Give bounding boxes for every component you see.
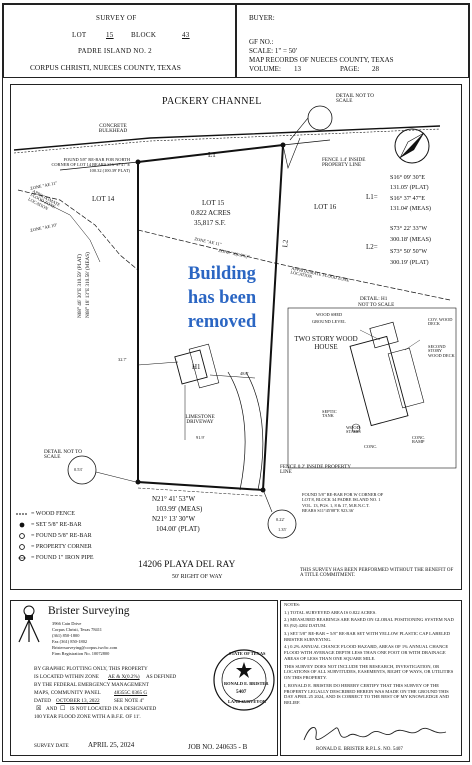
found-rebar-north: FOUND 5/8" RE-BAR FOR NORTH CORNER OF LOT 14 BEARS S16°37'47"E 100.32 (100.39' PLAT) bbox=[51, 157, 130, 173]
page-label: PAGE: bbox=[340, 65, 360, 73]
detail-h1-scale: NOT TO SCALE bbox=[358, 302, 395, 308]
flood-line-3: BY THE FEDERAL EMERGENCY MANAGEMENT bbox=[34, 682, 149, 688]
lot15-acres: 0.822 ACRES bbox=[191, 209, 231, 217]
legend-found-rebar: = FOUND 5/8" RE-BAR bbox=[31, 533, 92, 539]
subdivision-name: PADRE ISLAND NO. 2 bbox=[78, 47, 152, 55]
scale-text: SCALE: 1" = 50' bbox=[249, 47, 297, 55]
found-rebar-south: FOUND 5/8" RE-BAR FOR W CORNER OF LOT 8, BLOCK 34 PADRE ISLAND NO. 1 VOL. 13, PGS. 1, 8 & 17, M.R.N.C.T. BEARS S11°45'08"E 923.36' bbox=[302, 492, 384, 513]
page-value: 28 bbox=[372, 65, 379, 73]
building-removed-banner bbox=[162, 262, 282, 334]
lot-value: 15 bbox=[106, 31, 114, 39]
street-address: 14206 PLAYA DEL RAY bbox=[138, 560, 236, 570]
seal-name: RONALD E. BRISTER bbox=[224, 681, 269, 686]
block-value: 43 bbox=[182, 31, 190, 39]
south-dist-plat: 104.00' (PLAT) bbox=[156, 525, 200, 533]
south-dist-meas: 103.99' (MEAS) bbox=[156, 505, 203, 513]
l1-meas-bearing: S16° 37' 47"E bbox=[390, 195, 425, 202]
l1-eq: L1= bbox=[366, 193, 378, 201]
conc-label: CONC. bbox=[364, 444, 378, 449]
l2-meas-dist: 300.18' (MEAS) bbox=[390, 236, 431, 243]
driveway-label: LIMESTONE DRIVEWAY bbox=[185, 414, 215, 426]
company-tel: (361) 850-1800 bbox=[52, 633, 80, 638]
job-number: JOB NO. 240635 - B bbox=[188, 743, 248, 751]
h1-label: H1 bbox=[192, 363, 201, 371]
legend-fence: = WOOD FENCE bbox=[31, 511, 75, 517]
location-line: CORPUS CHRISTI, NUECES COUNTY, TEXAS bbox=[30, 63, 181, 72]
checkbox-empty-icon: ☐ bbox=[60, 706, 66, 712]
dim-32: 32.7' bbox=[118, 357, 127, 362]
two-story-label: TWO STORY WOOD HOUSE bbox=[294, 335, 358, 352]
l2-meas-bearing: S73° 22' 33"W bbox=[390, 225, 428, 232]
detail-label-top: DETAIL NOT TO SCALE bbox=[336, 93, 375, 105]
dated-label: DATED bbox=[34, 698, 51, 704]
flood-line-2: IS LOCATED WITHIN ZONE bbox=[34, 674, 99, 680]
cov-deck-label: COV. WOOD DECK bbox=[428, 317, 453, 327]
l2-line-label: L2 bbox=[281, 239, 290, 248]
banner-line-1: Building bbox=[188, 264, 256, 284]
community-panel: 48355C 0365 G bbox=[114, 690, 148, 696]
south-bearing-meas: N21° 13' 30"W bbox=[152, 515, 196, 523]
company-fax: Fax (361) 850-1802 bbox=[52, 639, 88, 644]
note-1: 1.) TOTAL SURVEYED AREA IS 0.822 ACRES. bbox=[284, 609, 377, 615]
second-story-label: SECOND STORY WOOD DECK bbox=[428, 344, 455, 358]
header-title: SURVEY OF bbox=[96, 14, 137, 22]
wood-shed-label: WOOD SHED bbox=[316, 312, 343, 317]
survey-date-label: SURVEY DATE bbox=[34, 743, 69, 749]
zone-ae11-left: ZONE "AE 11" bbox=[29, 180, 58, 191]
bulkhead-label: CONCRETE BULKHEAD bbox=[98, 123, 128, 135]
dated-value: OCTOBER 13, 2022 bbox=[56, 698, 100, 704]
zone-ae10: ZONE "AE 10" bbox=[29, 222, 58, 233]
company-address-1: 3966 Cain Drive bbox=[52, 621, 82, 626]
and-label: AND bbox=[46, 706, 58, 712]
checkbox-x-icon: ☒ bbox=[36, 706, 42, 712]
l1-meas-dist: 131.04' (MEAS) bbox=[390, 205, 431, 212]
survey-date-value: APRIL 25, 2024 bbox=[88, 741, 135, 749]
seal-state: STATE OF TEXAS bbox=[229, 651, 266, 656]
firm-registration: Firm Registration No. 10072800 bbox=[52, 651, 110, 656]
dim-135: 1.35' bbox=[278, 527, 287, 532]
north-arrow-icon bbox=[395, 129, 429, 163]
zone-x-mid: ZONE "X(0.2%)" bbox=[217, 247, 250, 260]
signature-icon bbox=[300, 722, 450, 748]
l2-plat-dist: 300.19' (PLAT) bbox=[390, 259, 429, 266]
volume-value: 13 bbox=[294, 65, 301, 73]
note-3: 3.) SET 5/8" RE-BAR = 5/8" RE-BAR SET WITH YELLOW PLASTIC CAP LABELED BRISTER SURVEYING. bbox=[284, 630, 451, 642]
lot-label: LOT bbox=[72, 31, 87, 39]
l2-eq: L2= bbox=[366, 243, 378, 251]
detail-h1-title: DETAIL: H1 bbox=[360, 296, 388, 302]
company-address-2: Corpus Christi, Texas 78411 bbox=[52, 627, 102, 632]
note-5: THIS SURVEY DOES NOT INCLUDE THE RESEARCH, INVESTIGATION, OR LOCATIONS OF ALL SURVITUDES, EASEMENTS, RIGHT OF WAYS, OR UTILITIES ON THIS PROPERTY. bbox=[284, 663, 454, 681]
west-line-plat: N68° 46' 30"E 310.59' (PLAT) bbox=[77, 254, 83, 318]
signer-name: RONALD E. BRISTER R.P.L.S. NO. 5407 bbox=[316, 747, 403, 752]
block-label: BLOCK bbox=[131, 31, 157, 39]
l1-line-label: L1 bbox=[208, 151, 216, 159]
south-bearing-plat: N21° 41' 53"W bbox=[152, 495, 196, 503]
volume-label: VOLUME: bbox=[249, 65, 281, 73]
channel-label: PACKERY CHANNEL bbox=[162, 96, 262, 107]
legend-property-corner: = PROPERTY CORNER bbox=[31, 544, 92, 550]
dim-022: 0.22' bbox=[276, 517, 285, 522]
company-email: Bristersurveying@corpus.twcbc.com bbox=[52, 645, 118, 650]
flood-line-4: MAPS, COMMUNITY PANEL bbox=[34, 690, 101, 696]
surveyor-logo-icon bbox=[16, 604, 42, 644]
see-notes: SEE NOTE 4" bbox=[114, 698, 145, 704]
dim-919: 91.9' bbox=[196, 435, 205, 440]
zone-ae11-mid: ZONE "AE 11" bbox=[193, 236, 222, 247]
note-4: 4.) 0.2% ANNUAL CHANCE FLOOD HAZARD, AREAS OF 1% ANNUAL CHANCE FLOOD WITH AVERAGE DEPTH LESS THAN ONE FOOT OR WITH DRAINAGE AREAS OF LESS THAN ONE SQUARE MILE. bbox=[284, 644, 449, 661]
company-name: Brister Surveying bbox=[48, 605, 130, 617]
banner-line-2: has been bbox=[187, 288, 257, 308]
lot16-label: LOT 16 bbox=[314, 203, 337, 211]
note-6: I, RONALD E. BRISTER DO HEREBY CERTIFY THAT THIS SURVEY OF THE PROPERTY LEGALLY DESCRIBED HEREIN WAS MADE ON THE GROUND THIS DAY APRIL 25 2024, AND IS CORRECT TO THE BEST OF MY KNOWLEDGE AND BELIEF. bbox=[284, 682, 450, 706]
wood-stairs-label: WOOD STAIRS bbox=[346, 425, 361, 435]
map-records: MAP RECORDS OF NUECES COUNTY, TEXAS bbox=[249, 56, 394, 64]
lot15-label: LOT 15 bbox=[202, 199, 225, 207]
title-commitment-note: THIS SURVEY HAS BEEN PERFORMED WITHOUT THE BENEFIT OF A TITLE COMMITMENT. bbox=[300, 568, 454, 578]
l1-plat-dist: 131.05' (PLAT) bbox=[390, 184, 429, 191]
legend-set-rebar: = SET 5/8" RE-BAR bbox=[31, 522, 82, 528]
flood-line-5: 100 YEAR FLOOD ZONE WITH A B.F.E. OF 11'. bbox=[34, 714, 141, 720]
notes-block bbox=[284, 602, 458, 708]
seal-number: 5407 bbox=[236, 689, 247, 695]
septic-label: SEPTIC TANK bbox=[322, 409, 337, 419]
notes-title: NOTES: bbox=[284, 602, 301, 607]
seal-bottom: LAND SURVEYOR bbox=[228, 699, 267, 704]
approx-flood-right: APPROXIMATE FLOOD ZONE LOCATION bbox=[289, 265, 350, 283]
banner-line-3: removed bbox=[187, 312, 257, 332]
buyer-label: BUYER: bbox=[249, 14, 275, 22]
legend-iron-pipe: = FOUND 1" IRON PIPE bbox=[31, 555, 94, 561]
flood-line-1: BY GRAPHIC PLOTTING ONLY, THIS PROPERTY bbox=[34, 666, 148, 672]
fence-inside-top: FENCE 1.4' INSIDE PROPERTY LINE bbox=[322, 157, 366, 169]
dim-48: 48.0' bbox=[240, 371, 249, 376]
is-not-label: IS NOT LOCATED IN A DESIGNATED bbox=[70, 706, 157, 712]
ground-level-label: GROUND LEVEL bbox=[312, 319, 346, 324]
l1-plat-bearing: S16° 09' 30"E bbox=[390, 174, 425, 181]
gf-label: GF NO.: bbox=[249, 38, 274, 46]
fence-inside-bottom: FENCE 0.2' INSIDE PROPERTY LINE bbox=[280, 464, 351, 476]
conc-ramp-label: CONC. RAMP bbox=[412, 435, 426, 445]
flood-line-2b: AS DEFINED bbox=[146, 674, 177, 680]
note-2: 2.) MEASURED BEARINGS ARE BASED ON GLOBAL POSITIONING SYSTEM NAD 83 (92) 4202 DATUM. bbox=[284, 617, 454, 629]
dim-053: 0.53' bbox=[74, 467, 83, 472]
lot14-label: LOT 14 bbox=[92, 195, 115, 203]
detail-label-left: DETAIL NOT TO SCALE bbox=[44, 449, 83, 461]
flood-zone-value: AE & X(0.2%) bbox=[108, 674, 140, 680]
approx-flood-left: APPROXIMATE FLOOD ZONE LOCATION bbox=[27, 188, 62, 212]
l2-plat-bearing: S73° 50' 50"W bbox=[390, 248, 428, 255]
right-of-way: 50' RIGHT OF WAY bbox=[172, 574, 223, 580]
west-line-meas: N68° 18' 13"E 310.58' (MEAS) bbox=[85, 252, 91, 318]
lot15-sqft: 35,817 S.F. bbox=[194, 219, 226, 227]
